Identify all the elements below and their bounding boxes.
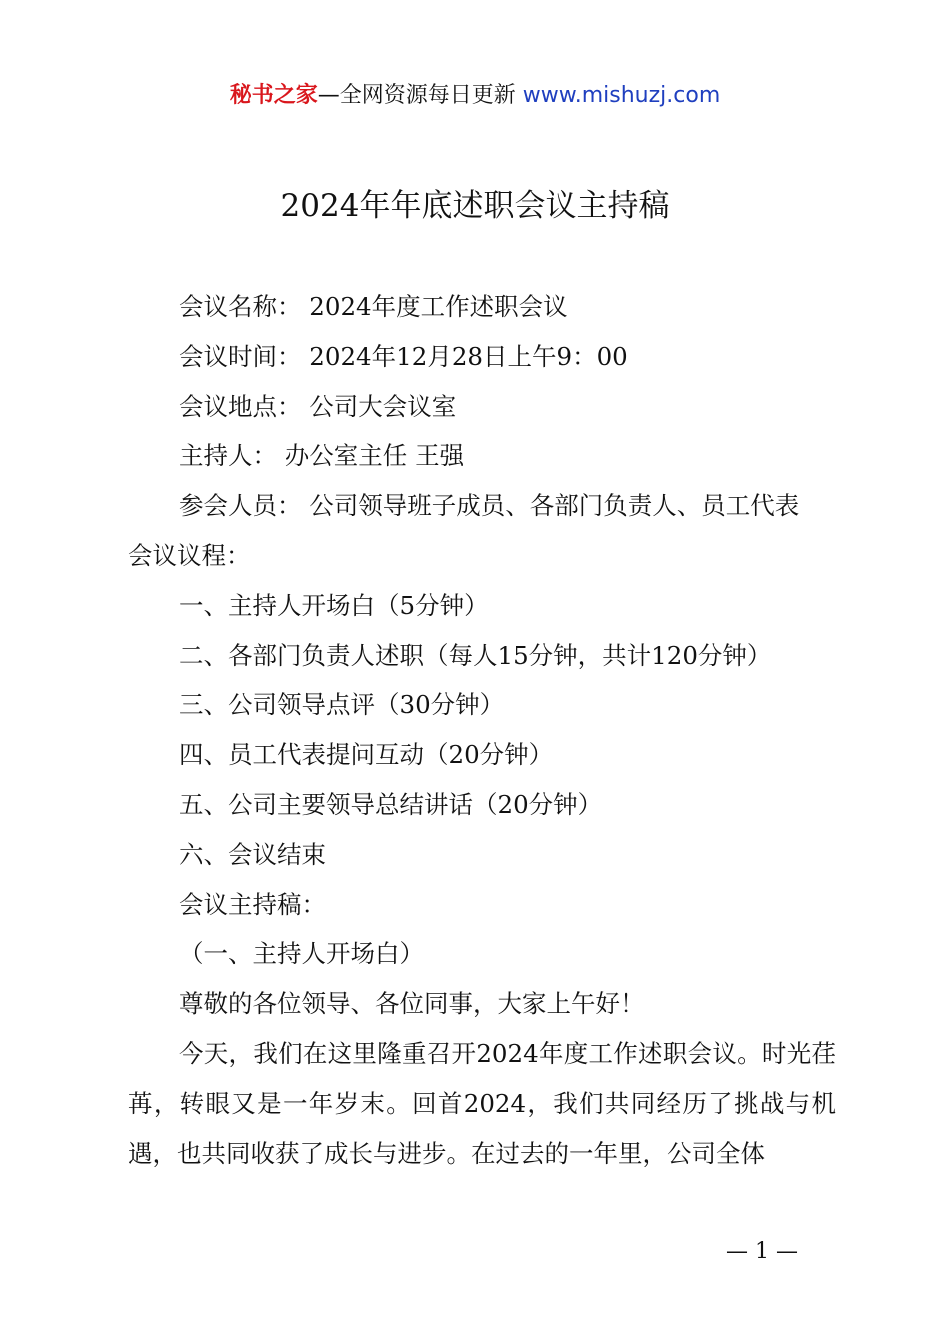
agenda-item: 一、主持人开场白（5分钟）: [179, 590, 489, 620]
document-body: [128, 282, 836, 1178]
meeting-host: 主持人： 办公室主任 王强: [179, 441, 465, 471]
agenda-item: 五、公司主要领导总结讲话（20分钟）: [179, 789, 603, 819]
meeting-time: 会议时间： 2024年12月28日上午9：00: [179, 341, 628, 371]
agenda-item: 六、会议结束: [179, 839, 326, 869]
meeting-place: 会议地点： 公司大会议室: [179, 391, 457, 421]
agenda-item: 四、员工代表提问互动（20分钟）: [179, 740, 554, 770]
document-title: 2024年年底述职会议主持稿: [280, 188, 670, 224]
section-heading: （一、主持人开场白）: [179, 939, 424, 969]
agenda-item: 二、各部门负责人述职（每人15分钟，共计120分钟）: [179, 640, 772, 670]
opening-paragraph: 今天，我们在这里隆重召开2024年度工作述职会议。时光荏苒，转眼又是一年岁末。回首2024，我们共同经历了挑战与机遇，也共同收获了成长与进步。在过去的一年里，公司全体: [128, 1038, 836, 1168]
meeting-attendees: 参会人员： 公司领导班子成员、各部门负责人、员工代表: [179, 491, 800, 521]
slogan: —全网资源每日更新: [317, 83, 523, 108]
meeting-name: 会议名称： 2024年度工作述职会议: [179, 292, 568, 321]
script-heading: 会议主持稿：: [179, 889, 326, 919]
greeting: 尊敬的各位领导、各位同事，大家上午好！: [179, 989, 645, 1019]
site-header: [0, 80, 950, 112]
brand-name: 秘书之家: [229, 83, 318, 108]
site-url-link[interactable]: www.mishuzj.com: [522, 83, 721, 108]
agenda-heading: 会议议程：: [128, 540, 251, 570]
page-number: — 1 —: [726, 1239, 798, 1264]
agenda-item: 三、公司领导点评（30分钟）: [179, 690, 505, 720]
